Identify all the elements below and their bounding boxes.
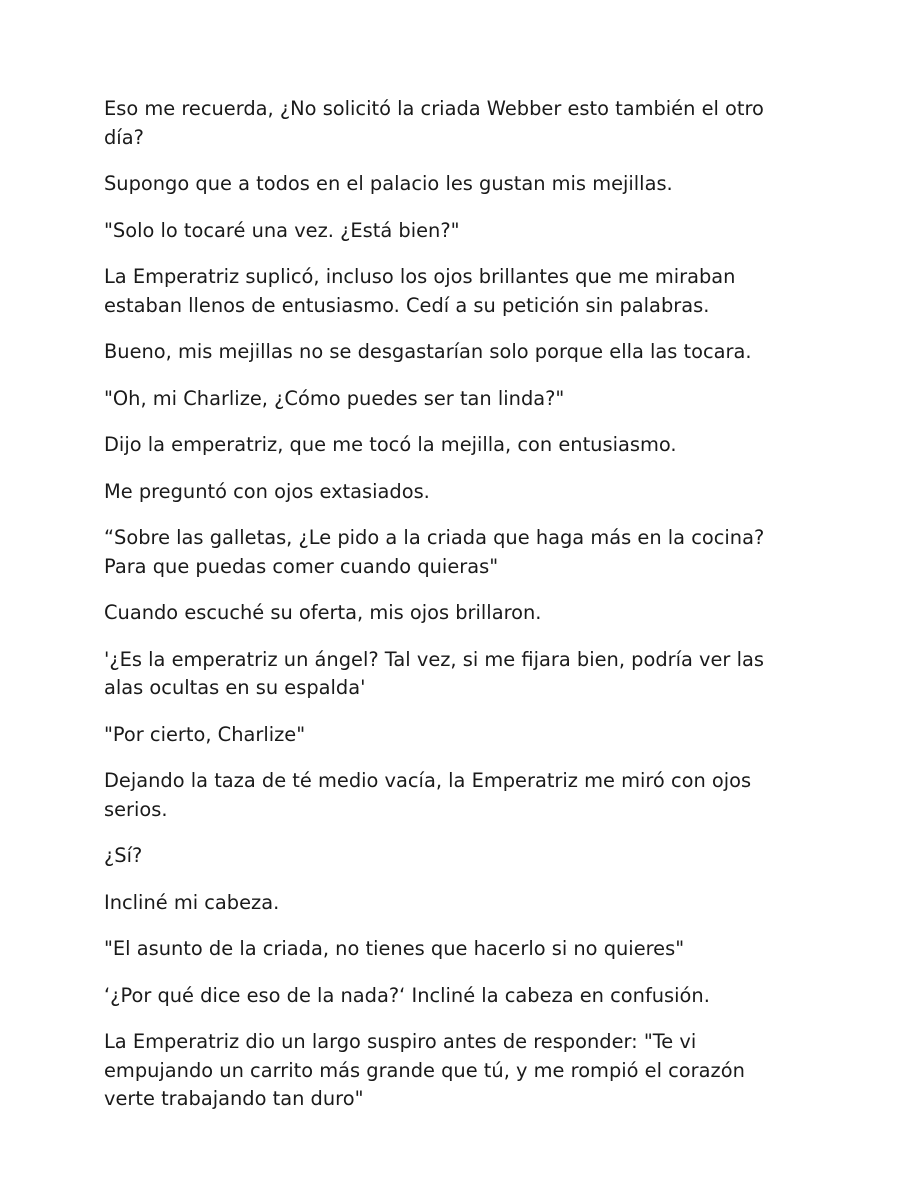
paragraph: ‘¿Por qué dice eso de la nada?‘ Incliné la cabeza en confusión. [104, 983, 710, 1007]
paragraph: Supongo que a todos en el palacio les gustan mis mejillas. [104, 172, 673, 195]
paragraph: "Oh, mi Charlize, ¿Cómo puedes ser tan linda?" [104, 386, 565, 410]
paragraph: "Solo lo tocaré una vez. ¿Está bien?" [104, 218, 460, 242]
paragraph: '¿Es la emperatriz un ángel? Tal vez, si me fijara bien, podría ver las alas ocultas en su espalda' [104, 647, 764, 699]
paragraph: "Por cierto, Charlize" [104, 722, 306, 746]
paragraph: Dijo la emperatriz, que me tocó la mejilla, con entusiasmo. [104, 433, 677, 456]
paragraph: “Sobre las galletas, ¿Le pido a la criada que haga más en la cocina? Para que puedas comer cuando quieras" [104, 526, 765, 578]
paragraph: "El asunto de la criada, no tienes que hacerlo si no quieres" [104, 937, 685, 960]
paragraph: La Emperatriz suplicó, incluso los ojos brillantes que me miraban estaban llenos de entusiasmo. Cedí a su petición sin palabras. [104, 265, 736, 317]
paragraph: Me preguntó con ojos extasiados. [104, 479, 430, 503]
paragraph: Incliné mi cabeza. [104, 890, 280, 914]
paragraph: Bueno, mis mejillas no se desgastarían solo porque ella las tocara. [104, 340, 752, 363]
paragraph: La Emperatriz dio un largo suspiro antes de responder: "Te vi empujando un carrito más grande que tú, y me rompió el corazón verte trabajando tan duro" [104, 1030, 745, 1110]
paragraph: ¿Sí? [104, 844, 143, 867]
paragraph: Eso me recuerda, ¿No solicitó la criada Webber esto también el otro día? [104, 97, 764, 149]
document-body [104, 95, 794, 1132]
paragraph: Cuando escuché su oferta, mis ojos brillaron. [104, 601, 542, 624]
paragraph: Dejando la taza de té medio vacía, la Emperatriz me miró con ojos serios. [104, 769, 752, 821]
